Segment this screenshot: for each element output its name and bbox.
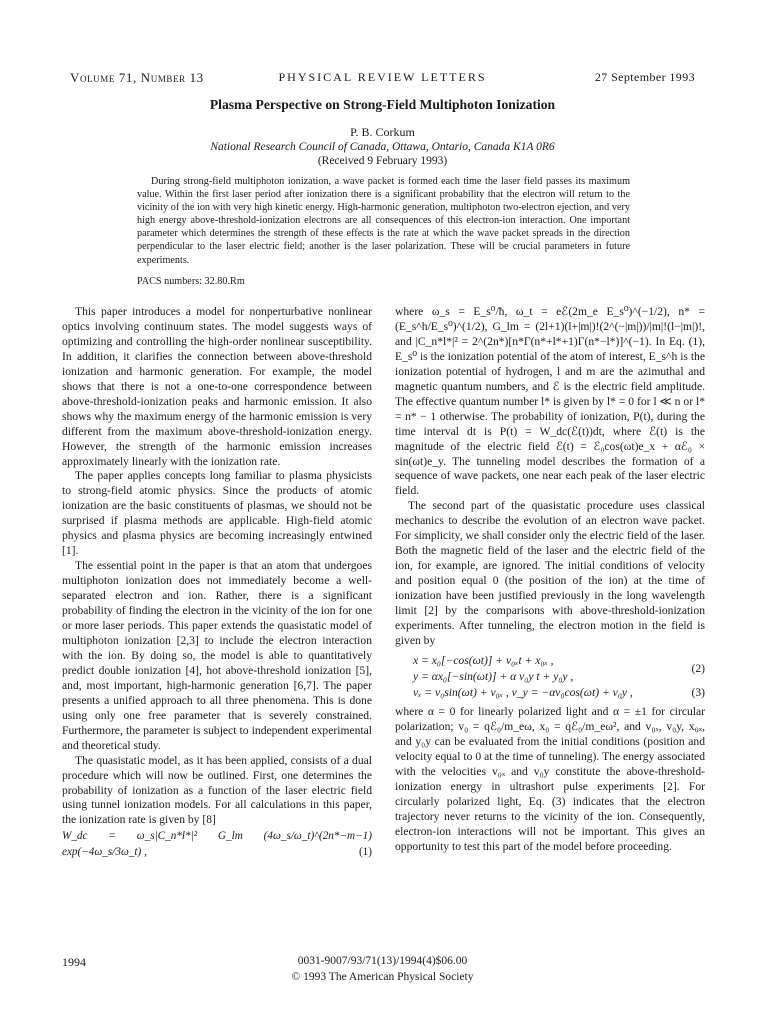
running-header <box>70 70 695 86</box>
right-column <box>395 305 705 854</box>
equation-2-number: (2) <box>691 661 705 675</box>
equation-3 <box>395 685 705 701</box>
equation-2a-body: x = x₀[−cos(ωt)] + v₀ₓt + x₀ₓ , <box>413 653 554 667</box>
copyright: © 1993 The American Physical Society <box>291 971 474 983</box>
received-date: (Received 9 February 1993) <box>317 155 448 167</box>
author-affiliation: National Research Council of Canada, Ottawa, Ontario, Canada K1A 0R6 <box>210 141 555 153</box>
pacs-numbers: PACS numbers: 32.80.Rm <box>137 276 245 287</box>
article-code: 0031-9007/93/71(13)/1994(4)$06.00 <box>297 955 468 967</box>
issue-date: 27 September 1993 <box>594 70 695 84</box>
paragraph: where ω_s = E_s⁰/ħ, ω_t = eℰ(2m_e E_s⁰)^(−1/2), n* = (E_s^h/E_s⁰)^(1/2), G_lm = (2l+1)(l+|m|)!(2^(−|m|))/|m|!(l−|m|)!, and |C_n*l*|² = 2^(2n*)[n*Γ(n*+l*+1)Γ(n*−l*)]^(−1). In Eq. (1), E_s⁰ is the ionization potential of the atom of interest, E_s^h is the ionization potential of hydrogen, l and m are the azimuthal and magnetic quantum numbers, and ℰ is the electric field amplitude. The effective quantum number l* is given by l* = 0 for l ≪ n or l* = n* − 1 otherwise. The probability of ionization, P(t), during the time interval dt is P(t) = W_dc(ℰ(t))dt, where ℰ(t) is the magnitude of the electric field ℰ(t) = ℰ₀cos(ωt)e_x + αℰ₀ × sin(ωt)e_y. The tunneling model describes the formation of a sequence of wave packets, one near each peak of the laser electric field. <box>395 305 705 498</box>
equation-3-body: vₓ = v₀sin(ωt) + v₀ₓ , v_y = −αv₀cos(ωt) + v₀y , <box>413 685 633 699</box>
author-name: P. B. Corkum <box>350 125 415 139</box>
paragraph: The second part of the quasistatic procedure uses classical mechanics to describe the evolution of an electron wave packet. For simplicity, we shall consider only the electric field of the laser. Both the magnetic field of the laser and the electric field of the ion, for example, are ignored. The initial conditions of velocity and position equal 0 (the position of the ion) at the time of ionization have been justified previously in the long wavelength limit [2] by the comparisons with above-threshold-ionization experiments. After tunneling, the electron motion in the field is given by <box>395 499 705 647</box>
equation-1-number-row <box>62 844 372 860</box>
equation-1 <box>62 828 372 859</box>
paragraph: The essential point in the paper is that an atom that undergoes multiphoton ionization does not immediately become a well-separated electron and ion. Rather, there is a significant probability of finding the electron in the vicinity of the ion for one or more laser periods. This paper extends the quasistatic model of multiphoton ionization [2,3] to include the electron interaction with the ion. By doing so, the model is able to quantitatively predict double ionization [4], hot above-threshold ionization [5], and, most important, high-harmonic generation [6,7]. The paper presents a unified approach to all three phenomena. This is done using only one free parameter that is severely constrained. Furthermore, the parameter is subject to independent experimental and theoretical study. <box>62 559 372 752</box>
equation-2a <box>395 653 705 669</box>
equation-1-number: (1) <box>358 846 372 859</box>
abstract: During strong-field multiphoton ionization, a wave packet is formed each time the laser field passes its maximum value. Within the first laser period after ionization there is a significant probability that the electron will return to the vicinity of the ion with very high kinetic energy. High-harmonic generation, multiphoton two-electron ejection, and very high energy above-threshold-ionization electrons are all consequences of this electron-ion interaction. One important parameter which determines the strength of these effects is the rate at which the wave packet spreads in the direction perpendicular to the laser electric field; another is the laser polarization. These will be crucial parameters in future experiments. <box>137 176 630 266</box>
paragraph: The quasistatic model, as it has been applied, consists of a dual procedure which will now be outlined. First, one determines the probability of ionization as a function of the laser electric field using tunnel ionization models. For all calculations in this paper, the ionization rate is given by [8] <box>62 753 372 827</box>
equation-2b-body: y = αx₀[−sin(ωt)] + α v₀y t + y₀y , <box>413 669 574 683</box>
volume-number: Volume 71, Number 13 <box>70 70 204 85</box>
page-number: 1994 <box>62 955 86 969</box>
journal-name: PHYSICAL REVIEW LETTERS <box>278 70 487 84</box>
paragraph: The paper applies concepts long familiar to plasma physicists to strong-field atomic physics. Since the products of atomic ionization are the basic constituents of plasmas, we should not be surprised if plasma methods are applicable. High-field atomic physics and plasma physics are becoming increasingly entwined [1]. <box>62 469 372 558</box>
equation-2b <box>395 661 705 685</box>
equation-3-number: (3) <box>691 685 705 699</box>
paragraph: where α = 0 for linearly polarized light and α = ±1 for circular polarization; v₀ = qℰ₀/m_eω, x₀ = qℰ₀/m_eω², and v₀ₓ, v₀y, x₀ₓ, and y₀y can be evaluated from the initial conditions (position and velocity equal to 0 at the time of tunneling). The energy associated with the velocities v₀ₓ and v₀y constitute the above-threshold-ionization energy in ultrashort pulse experiments [2]. For circularly polarized light, Eq. (3) indicates that the electron trajectory never returns to the vicinity of the ion. Consequently, electron-ion interactions will not be important. This gives an opportunity to test this part of the model before proceeding. <box>395 704 705 853</box>
equation-1-body: W_dc = ω_s|C_n*l*|² G_lm (4ω_s/ω_t)^(2n*−m−1) exp(−4ω_s/3ω_t) , <box>62 830 372 859</box>
left-column <box>62 305 372 860</box>
article-title: Plasma Perspective on Strong-Field Multiphoton Ionization <box>209 97 556 112</box>
paragraph: This paper introduces a model for nonperturbative nonlinear optics involving continuum states. The model suggests ways of optimizing and controlling the high-order nonlinear susceptibility. In addition, it clarifies the connection between above-threshold ionization and harmonic generation. For example, the model shows that there is not a one-to-one correspondence between above-threshold-ionization peaks and harmonic emission. It also shows why the maximum energy of the harmonic emission is very different from the maximum above-threshold-ionization energy. However, the strength of the harmonic emission increases approximately linearly with the ionization rate. <box>62 305 372 468</box>
